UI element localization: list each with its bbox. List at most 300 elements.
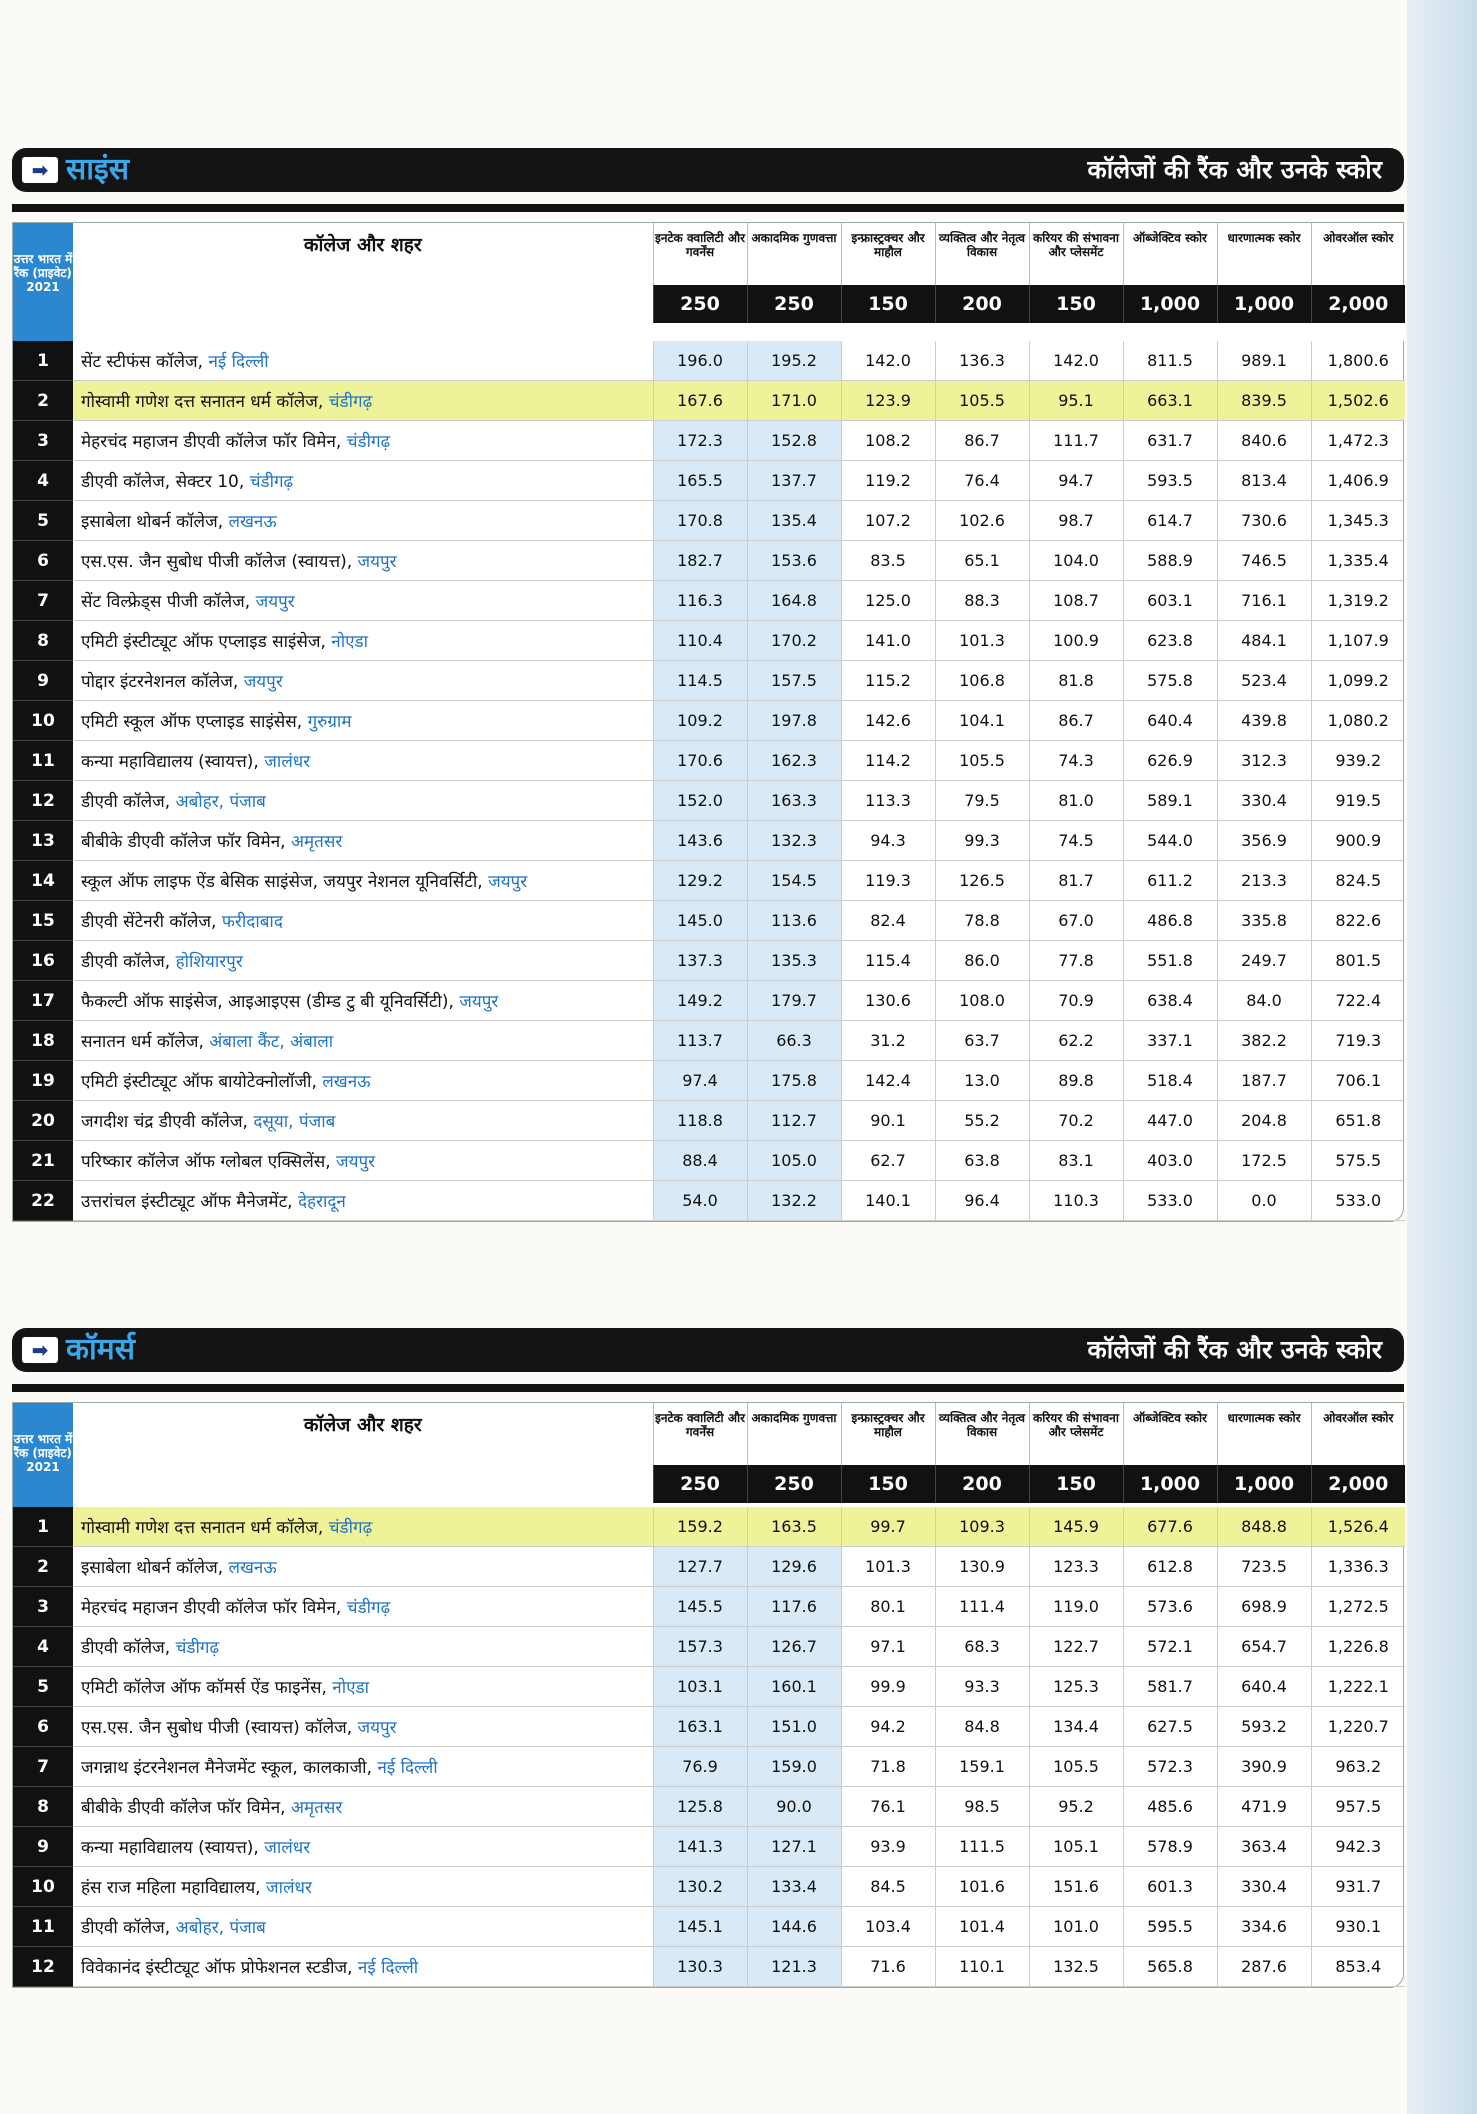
table-row <box>13 1507 1405 1547</box>
score-cell: 581.7 <box>1123 1667 1217 1707</box>
score-cell: 334.6 <box>1217 1907 1311 1947</box>
score-cell: 110.4 <box>653 621 747 661</box>
city-name: अबोहर, पंजाब <box>175 792 266 812</box>
science-table-body <box>13 341 1405 1221</box>
score-cell: 145.9 <box>1029 1507 1123 1547</box>
score-cell: 127.7 <box>653 1547 747 1587</box>
rank-cell: 16 <box>13 941 73 981</box>
commerce-section <box>12 1328 1404 1988</box>
college-name-cell <box>73 1907 653 1947</box>
score-cell: 159.1 <box>935 1747 1029 1787</box>
score-cell: 162.3 <box>747 741 841 781</box>
score-cell: 533.0 <box>1123 1181 1217 1221</box>
rank-cell: 3 <box>13 421 73 461</box>
score-cell: 677.6 <box>1123 1507 1217 1547</box>
score-cell: 930.1 <box>1311 1907 1405 1947</box>
score-cell: 382.2 <box>1217 1021 1311 1061</box>
city-name: जयपुर <box>488 872 528 892</box>
score-cell: 204.8 <box>1217 1101 1311 1141</box>
rank-cell: 2 <box>13 1547 73 1587</box>
score-cell: 105.5 <box>935 741 1029 781</box>
commerce-section-title: कॉमर्स <box>66 1332 136 1367</box>
rank-cell: 2 <box>13 381 73 421</box>
score-cell: 54.0 <box>653 1181 747 1221</box>
score-cell: 117.6 <box>747 1587 841 1627</box>
weight-header: 2,000 <box>1311 285 1405 323</box>
table-row <box>13 661 1405 701</box>
college-city-header: कॉलेज और शहर <box>303 234 422 256</box>
college-name: गोस्वामी गणेश दत्त सनातन धर्म कॉलेज, <box>81 392 329 412</box>
college-name: डीएवी कॉलेज, <box>81 792 176 812</box>
criteria-header: इन्फ्रास्ट्रक्चर और माहौल <box>841 223 935 285</box>
weight-header: 150 <box>841 285 935 323</box>
score-cell: 83.5 <box>841 541 935 581</box>
score-cell: 719.3 <box>1311 1021 1405 1061</box>
score-cell: 330.4 <box>1217 1867 1311 1907</box>
score-cell: 839.5 <box>1217 381 1311 421</box>
score-cell: 125.0 <box>841 581 935 621</box>
score-cell: 110.3 <box>1029 1181 1123 1221</box>
score-cell: 484.1 <box>1217 621 1311 661</box>
criteria-header: करियर की संभावना और प्लेसमेंट <box>1029 223 1123 285</box>
score-cell: 78.8 <box>935 901 1029 941</box>
table-row <box>13 1947 1405 1987</box>
score-cell: 127.1 <box>747 1827 841 1867</box>
college-name: बीबीके डीएवी कॉलेज फॉर विमेन, <box>81 832 291 852</box>
city-name: जयपुर <box>459 992 499 1012</box>
score-cell: 167.6 <box>653 381 747 421</box>
college-name: कन्या महाविद्यालय (स्वायत्त), <box>81 1838 265 1858</box>
college-name: सनातन धर्म कॉलेज, <box>81 1032 210 1052</box>
score-cell: 1,406.9 <box>1311 461 1405 501</box>
score-cell: 94.2 <box>841 1707 935 1747</box>
score-cell: 86.7 <box>1029 701 1123 741</box>
college-name-cell <box>73 501 653 541</box>
score-cell: 716.1 <box>1217 581 1311 621</box>
table-row <box>13 621 1405 661</box>
college-name-cell <box>73 341 653 381</box>
arrow-right-icon: ➡ <box>22 1337 58 1363</box>
college-name: एमिटी इंस्टीट्यूट ऑफ एप्लाइड साइंसेज, <box>81 632 332 652</box>
table-row <box>13 1827 1405 1867</box>
college-name: सेंट स्टीफंस कॉलेज, <box>81 352 209 372</box>
score-cell: 70.2 <box>1029 1101 1123 1141</box>
score-cell: 575.5 <box>1311 1141 1405 1181</box>
score-cell: 195.2 <box>747 341 841 381</box>
score-cell: 523.4 <box>1217 661 1311 701</box>
table-row <box>13 1667 1405 1707</box>
city-name: चंडीगढ़ <box>346 1598 391 1618</box>
score-cell: 171.0 <box>747 381 841 421</box>
table-row <box>13 1181 1405 1221</box>
rank-cell: 21 <box>13 1141 73 1181</box>
score-cell: 99.9 <box>841 1667 935 1707</box>
score-cell: 63.8 <box>935 1141 1029 1181</box>
rank-cell: 1 <box>13 1507 73 1547</box>
commerce-subtitle: कॉलेजों की रैंक और उनके स्कोर <box>1087 1335 1382 1364</box>
score-cell: 79.5 <box>935 781 1029 821</box>
score-cell: 133.4 <box>747 1867 841 1907</box>
score-cell: 121.3 <box>747 1947 841 1987</box>
college-name-cell <box>73 981 653 1021</box>
score-cell: 119.0 <box>1029 1587 1123 1627</box>
score-cell: 447.0 <box>1123 1101 1217 1141</box>
college-name: जगदीश चंद्र डीएवी कॉलेज, <box>81 1112 254 1132</box>
score-cell: 640.4 <box>1217 1667 1311 1707</box>
college-name-cell <box>73 941 653 981</box>
science-tag <box>22 154 129 186</box>
rank-cell: 3 <box>13 1587 73 1627</box>
criteria-header: ओवरऑल स्कोर <box>1311 1403 1405 1465</box>
table-row <box>13 1101 1405 1141</box>
table-row <box>13 541 1405 581</box>
table-row <box>13 1061 1405 1101</box>
score-cell: 123.9 <box>841 381 935 421</box>
score-cell: 1,220.7 <box>1311 1707 1405 1747</box>
score-cell: 1,336.3 <box>1311 1547 1405 1587</box>
score-cell: 118.8 <box>653 1101 747 1141</box>
score-cell: 111.7 <box>1029 421 1123 461</box>
score-cell: 105.0 <box>747 1141 841 1181</box>
score-cell: 125.8 <box>653 1787 747 1827</box>
score-cell: 110.1 <box>935 1947 1029 1987</box>
score-cell: 101.4 <box>935 1907 1029 1947</box>
score-cell: 66.3 <box>747 1021 841 1061</box>
score-cell: 1,222.1 <box>1311 1667 1405 1707</box>
score-cell: 76.9 <box>653 1747 747 1787</box>
rank-cell: 18 <box>13 1021 73 1061</box>
weight-header: 250 <box>653 285 747 323</box>
score-cell: 312.3 <box>1217 741 1311 781</box>
table-row <box>13 1021 1405 1061</box>
college-name: डीएवी कॉलेज, सेक्टर 10, <box>81 472 250 492</box>
college-name-cell <box>73 421 653 461</box>
score-cell: 390.9 <box>1217 1747 1311 1787</box>
score-cell: 1,080.2 <box>1311 701 1405 741</box>
rank-cell: 10 <box>13 1867 73 1907</box>
criteria-header: करियर की संभावना और प्लेसमेंट <box>1029 1403 1123 1465</box>
score-cell: 104.1 <box>935 701 1029 741</box>
table-row <box>13 821 1405 861</box>
table-row <box>13 941 1405 981</box>
score-cell: 151.6 <box>1029 1867 1123 1907</box>
score-cell: 213.3 <box>1217 861 1311 901</box>
score-cell: 145.1 <box>653 1907 747 1947</box>
score-cell: 1,099.2 <box>1311 661 1405 701</box>
score-cell: 97.1 <box>841 1627 935 1667</box>
score-cell: 163.5 <box>747 1507 841 1547</box>
score-cell: 71.6 <box>841 1947 935 1987</box>
college-name: स्कूल ऑफ लाइफ ऐंड बेसिक साइंसेज, जयपुर नेशनल यूनिवर्सिटी, <box>81 872 489 892</box>
table-row <box>13 381 1405 421</box>
score-cell: 722.4 <box>1311 981 1405 1021</box>
science-table <box>12 222 1404 1222</box>
score-cell: 111.4 <box>935 1587 1029 1627</box>
score-cell: 163.1 <box>653 1707 747 1747</box>
score-cell: 957.5 <box>1311 1787 1405 1827</box>
score-cell: 595.5 <box>1123 1907 1217 1947</box>
college-name: कन्या महाविद्यालय (स्वायत्त), <box>81 752 265 772</box>
score-cell: 93.3 <box>935 1667 1029 1707</box>
score-cell: 330.4 <box>1217 781 1311 821</box>
score-cell: 101.0 <box>1029 1907 1123 1947</box>
rank-cell: 4 <box>13 1627 73 1667</box>
page-edge-shadow <box>1407 0 1477 2114</box>
score-cell: 663.1 <box>1123 381 1217 421</box>
score-cell: 573.6 <box>1123 1587 1217 1627</box>
criteria-header: धारणात्मक स्कोर <box>1217 1403 1311 1465</box>
weight-header: 250 <box>747 1465 841 1503</box>
city-name: फरीदाबाद <box>221 912 283 932</box>
score-cell: 172.3 <box>653 421 747 461</box>
criteria-header: ऑब्जेक्टिव स्कोर <box>1123 223 1217 285</box>
rank-cell: 10 <box>13 701 73 741</box>
college-name: डीएवी कॉलेज, <box>81 952 176 972</box>
score-cell: 81.8 <box>1029 661 1123 701</box>
science-section <box>12 148 1404 1222</box>
college-name: एमिटी स्कूल ऑफ एप्लाइड साइंसेस, <box>81 712 308 732</box>
table-row <box>13 701 1405 741</box>
score-cell: 157.3 <box>653 1627 747 1667</box>
score-cell: 126.5 <box>935 861 1029 901</box>
score-cell: 813.4 <box>1217 461 1311 501</box>
college-name-cell <box>73 581 653 621</box>
table-row <box>13 1627 1405 1667</box>
college-name: उत्तरांचल इंस्टीट्यूट ऑफ मैनेजमेंट, <box>81 1192 298 1212</box>
commerce-banner <box>12 1328 1404 1372</box>
score-cell: 103.4 <box>841 1907 935 1947</box>
score-cell: 149.2 <box>653 981 747 1021</box>
score-cell: 109.3 <box>935 1507 1029 1547</box>
score-cell: 1,335.4 <box>1311 541 1405 581</box>
rank-cell: 12 <box>13 781 73 821</box>
score-cell: 136.3 <box>935 341 1029 381</box>
score-cell: 105.5 <box>935 381 1029 421</box>
college-name-cell <box>73 381 653 421</box>
score-cell: 62.7 <box>841 1141 935 1181</box>
score-cell: 76.4 <box>935 461 1029 501</box>
college-name-cell <box>73 661 653 701</box>
score-cell: 170.8 <box>653 501 747 541</box>
rank-cell: 7 <box>13 581 73 621</box>
score-cell: 723.5 <box>1217 1547 1311 1587</box>
score-cell: 55.2 <box>935 1101 1029 1141</box>
score-cell: 104.0 <box>1029 541 1123 581</box>
score-cell: 612.8 <box>1123 1547 1217 1587</box>
college-name: डीएवी कॉलेज, <box>81 1918 176 1938</box>
criteria-header: धारणात्मक स्कोर <box>1217 223 1311 285</box>
college-name: बीबीके डीएवी कॉलेज फॉर विमेन, <box>81 1798 291 1818</box>
city-name: लखनऊ <box>322 1072 371 1092</box>
score-cell: 88.4 <box>653 1141 747 1181</box>
score-cell: 157.5 <box>747 661 841 701</box>
score-cell: 107.2 <box>841 501 935 541</box>
score-cell: 102.6 <box>935 501 1029 541</box>
weight-header: 1,000 <box>1217 1465 1311 1503</box>
college-name-cell <box>73 1787 653 1827</box>
score-cell: 544.0 <box>1123 821 1217 861</box>
score-cell: 95.1 <box>1029 381 1123 421</box>
college-name-cell <box>73 1061 653 1101</box>
science-banner <box>12 148 1404 192</box>
score-cell: 626.9 <box>1123 741 1217 781</box>
score-cell: 1,272.5 <box>1311 1587 1405 1627</box>
weight-header: 200 <box>935 1465 1029 1503</box>
score-cell: 588.9 <box>1123 541 1217 581</box>
rank-cell: 22 <box>13 1181 73 1221</box>
score-cell: 63.7 <box>935 1021 1029 1061</box>
weight-header: 2,000 <box>1311 1465 1405 1503</box>
table-row <box>13 1747 1405 1787</box>
rank-cell: 4 <box>13 461 73 501</box>
college-name: गोस्वामी गणेश दत्त सनातन धर्म कॉलेज, <box>81 1518 329 1538</box>
score-cell: 486.8 <box>1123 901 1217 941</box>
table-row <box>13 581 1405 621</box>
college-name: इसाबेला थोबर्न कॉलेज, <box>81 1558 229 1578</box>
score-cell: 105.1 <box>1029 1827 1123 1867</box>
city-name: चंडीगढ़ <box>175 1638 220 1658</box>
table-row <box>13 421 1405 461</box>
score-cell: 90.1 <box>841 1101 935 1141</box>
college-name-cell <box>73 861 653 901</box>
score-cell: 108.2 <box>841 421 935 461</box>
score-cell: 589.1 <box>1123 781 1217 821</box>
score-cell: 135.3 <box>747 941 841 981</box>
city-name: जालंधर <box>264 1838 311 1858</box>
table-row <box>13 1547 1405 1587</box>
score-cell: 76.1 <box>841 1787 935 1827</box>
city-name: जालंधर <box>264 752 311 772</box>
score-cell: 81.0 <box>1029 781 1123 821</box>
score-cell: 84.0 <box>1217 981 1311 1021</box>
score-cell: 119.2 <box>841 461 935 501</box>
score-cell: 84.5 <box>841 1867 935 1907</box>
science-divider <box>12 204 1404 212</box>
city-name: जयपुर <box>357 1718 397 1738</box>
weight-header: 250 <box>747 285 841 323</box>
commerce-tag <box>22 1334 135 1366</box>
score-cell: 603.1 <box>1123 581 1217 621</box>
college-name-cell <box>73 541 653 581</box>
college-name: इसाबेला थोबर्न कॉलेज, <box>81 512 229 532</box>
rank-cell: 13 <box>13 821 73 861</box>
score-cell: 13.0 <box>935 1061 1029 1101</box>
score-cell: 337.1 <box>1123 1021 1217 1061</box>
score-cell: 698.9 <box>1217 1587 1311 1627</box>
rank-cell: 11 <box>13 741 73 781</box>
score-cell: 651.8 <box>1311 1101 1405 1141</box>
city-name: चंडीगढ़ <box>249 472 294 492</box>
college-name-cell <box>73 1507 653 1547</box>
weight-header: 1,000 <box>1217 285 1311 323</box>
rank-cell: 8 <box>13 621 73 661</box>
score-cell: 82.4 <box>841 901 935 941</box>
score-cell: 151.0 <box>747 1707 841 1747</box>
score-cell: 105.5 <box>1029 1747 1123 1787</box>
weight-header: 150 <box>1029 1465 1123 1503</box>
score-cell: 116.3 <box>653 581 747 621</box>
college-name: डीएवी सेंटेनरी कॉलेज, <box>81 912 222 932</box>
score-cell: 989.1 <box>1217 341 1311 381</box>
city-name: नई दिल्ली <box>357 1958 419 1978</box>
city-name: नोएडा <box>332 1678 370 1698</box>
score-cell: 164.8 <box>747 581 841 621</box>
college-name-cell <box>73 461 653 501</box>
criteria-header: इन्फ्रास्ट्रक्चर और माहौल <box>841 1403 935 1465</box>
score-cell: 132.2 <box>747 1181 841 1221</box>
college-name: एस.एस. जैन सुबोध पीजी (स्वायत्त) कॉलेज, <box>81 1718 358 1738</box>
rank-cell: 12 <box>13 1947 73 1987</box>
college-name-cell <box>73 1667 653 1707</box>
score-cell: 99.7 <box>841 1507 935 1547</box>
score-cell: 182.7 <box>653 541 747 581</box>
score-cell: 86.0 <box>935 941 1029 981</box>
score-cell: 132.5 <box>1029 1947 1123 1987</box>
score-cell: 572.3 <box>1123 1747 1217 1787</box>
score-cell: 840.6 <box>1217 421 1311 461</box>
score-cell: 130.6 <box>841 981 935 1021</box>
score-cell: 963.2 <box>1311 1747 1405 1787</box>
criteria-header: ऑब्जेक्टिव स्कोर <box>1123 1403 1217 1465</box>
college-name: सेंट विल्फ्रेड्स पीजी कॉलेज, <box>81 592 256 612</box>
score-cell: 106.8 <box>935 661 1029 701</box>
table-row <box>13 501 1405 541</box>
score-cell: 77.8 <box>1029 941 1123 981</box>
college-name: मेहरचंद महाजन डीएवी कॉलेज फॉर विमेन, <box>81 1598 347 1618</box>
table-row <box>13 1787 1405 1827</box>
score-cell: 141.0 <box>841 621 935 661</box>
score-cell: 533.0 <box>1311 1181 1405 1221</box>
score-cell: 746.5 <box>1217 541 1311 581</box>
score-cell: 614.7 <box>1123 501 1217 541</box>
rank-cell: 14 <box>13 861 73 901</box>
score-cell: 143.6 <box>653 821 747 861</box>
score-cell: 623.8 <box>1123 621 1217 661</box>
rank-cell: 5 <box>13 501 73 541</box>
score-cell: 170.6 <box>653 741 747 781</box>
score-cell: 654.7 <box>1217 1627 1311 1667</box>
score-cell: 123.3 <box>1029 1547 1123 1587</box>
table-row <box>13 901 1405 941</box>
college-name: जगन्नाथ इंटरनेशनल मैनेजमेंट स्कूल, कालकाजी, <box>81 1758 378 1778</box>
score-cell: 142.6 <box>841 701 935 741</box>
rank-cell: 9 <box>13 1827 73 1867</box>
score-cell: 197.8 <box>747 701 841 741</box>
table-row <box>13 1707 1405 1747</box>
score-cell: 125.3 <box>1029 1667 1123 1707</box>
table-row <box>13 1141 1405 1181</box>
college-name: हंस राज महिला महाविद्यालय, <box>81 1878 266 1898</box>
score-cell: 170.2 <box>747 621 841 661</box>
weight-header: 150 <box>1029 285 1123 323</box>
score-cell: 80.1 <box>841 1587 935 1627</box>
score-cell: 126.7 <box>747 1627 841 1667</box>
score-cell: 113.3 <box>841 781 935 821</box>
rank-cell: 5 <box>13 1667 73 1707</box>
score-cell: 187.7 <box>1217 1061 1311 1101</box>
city-name: दसूया, पंजाब <box>253 1112 336 1132</box>
score-cell: 65.1 <box>935 541 1029 581</box>
college-name: एमिटी कॉलेज ऑफ कॉमर्स ऐंड फाइनेंस, <box>81 1678 333 1698</box>
rank-cell: 8 <box>13 1787 73 1827</box>
city-name: लखनऊ <box>228 512 277 532</box>
table-row <box>13 781 1405 821</box>
table-row <box>13 861 1405 901</box>
score-cell: 335.8 <box>1217 901 1311 941</box>
score-cell: 83.1 <box>1029 1141 1123 1181</box>
rank-cell: 7 <box>13 1747 73 1787</box>
college-name-cell <box>73 821 653 861</box>
